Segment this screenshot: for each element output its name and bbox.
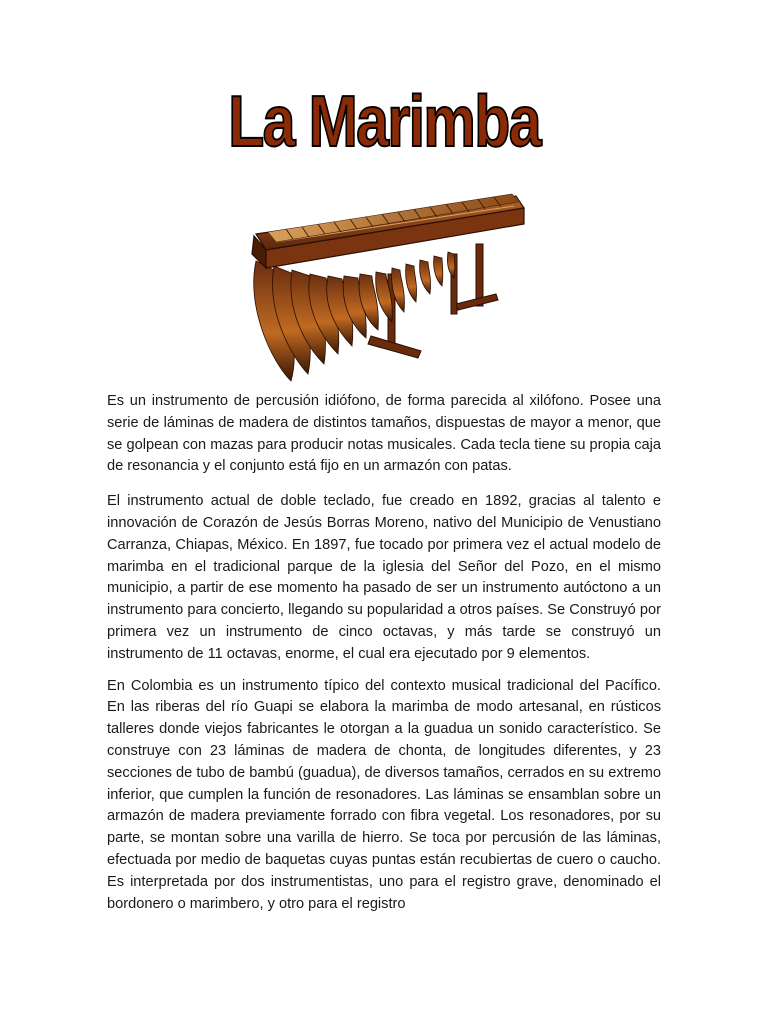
marimba-resonators xyxy=(254,252,455,381)
marimba-illustration xyxy=(246,186,528,388)
paragraph-3: En Colombia es un instrumento típico del contexto musical tradicional del Pacífico. En las riberas del río Guapi se elabora la marimba de modo artesanal, en rústicos talleres donde viejos fabricantes le otorgan a la guadua un sonido característico. Se construye con 23 láminas de madera de chonta, de longitudes diferentes, y 23 secciones de tubo de bambú (guadua), de diversos tamaños, cerrados en su extremo inferior, que cumplen la función de resonadores. Las láminas se ensamblan sobre un armazón de madera previamente forrado con fibra vegetal. Los resonadores, por su parte, se montan sobre una varilla de hierro. Se toca por percusión de las láminas, efectuada por medio de baquetas cuyas puntas están recubiertas de cuero o caucho. Es interpretada por dos instrumentistas, uno para el registro grave, denominado el bordonero o marimbero, y otro para el registro xyxy=(107,677,661,912)
article-body xyxy=(107,391,661,915)
paragraph-2: El instrumento actual de doble teclado, fue creado en 1892, gracias al talento e innovación de Corazón de Jesús Borras Moreno, nativo del Municipio de Venustiano Carranza, Chiapas, México. En 1897, fue tocado por primera vez el actual modelo de marimba en el tradicional parque de la iglesia del Señor del Pozo, en el mismo municipio, a partir de ese momento ha pasado de ser un instrumento autóctono a un instrumento para concierto, llegando su popularidad a otros países. Se Construyó por primera vez un instrumento de cinco octavas, y más tarde se construyó un instrumento de 11 octavas, enorme, el cual era ejecutado por 9 elementos. xyxy=(107,493,661,662)
title-container xyxy=(0,82,768,162)
paragraph-1: Es un instrumento de percusión idiófono, de forma parecida al xilófono. Posee una serie de láminas de madera de distintos tamaños, dispuestas de mayor a menor, que se golpean con mazas para producir notas musicales. Cada tecla tiene su propia caja de resonancia y el conjunto está fijo en un armazón con patas. xyxy=(107,393,661,475)
page-title: La Marimba xyxy=(228,82,540,162)
